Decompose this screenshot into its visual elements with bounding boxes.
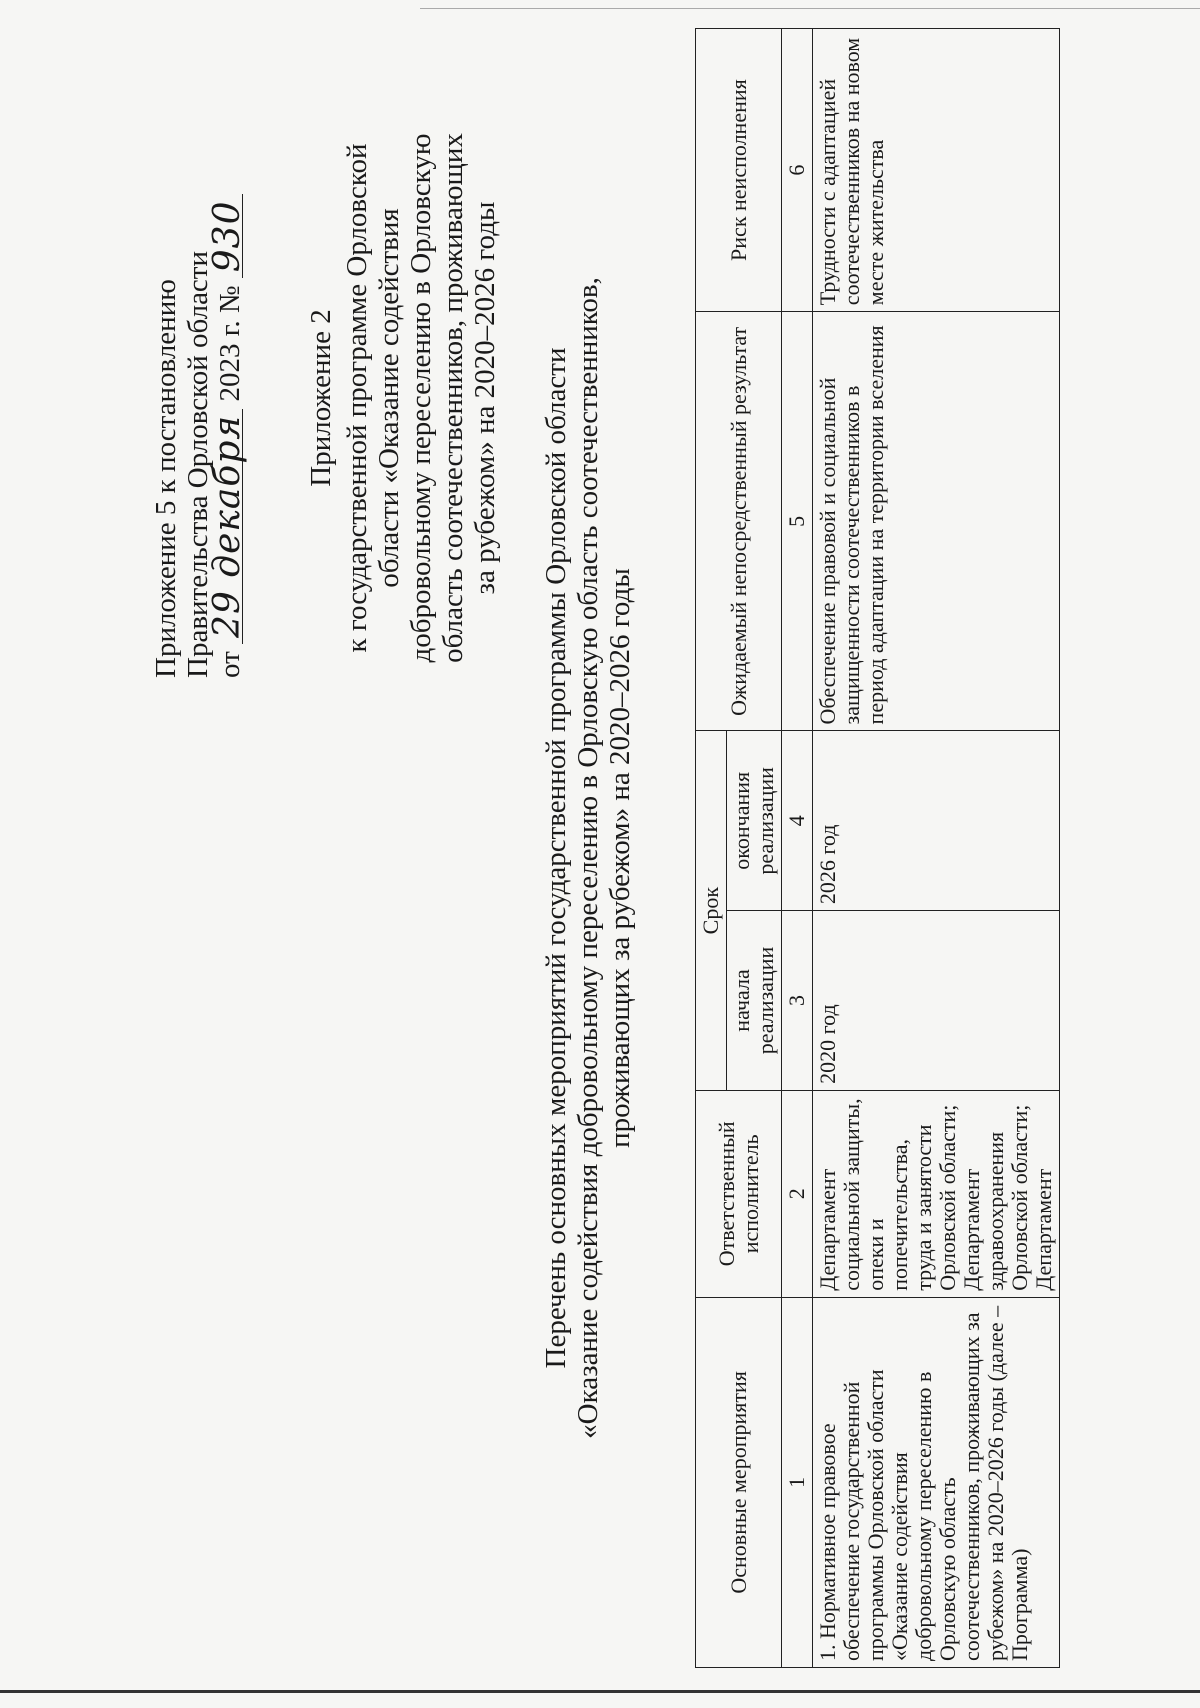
column-number-row	[782, 29, 813, 1668]
header-term-start: начала реализации	[727, 911, 782, 1091]
handwritten-number: 930	[214, 195, 243, 279]
responsible-cell: Департамент социальной защиты, опеки и попечительства, труда и занятости Орловской области; Департамент здравоохранения Орловской области; Департамент	[813, 1090, 1060, 1297]
header-term-end: окончания реализации	[727, 731, 782, 911]
header-expected-result: Ожидаемый непосредственный результат	[696, 312, 782, 731]
from-prefix: от	[214, 651, 246, 678]
column-number: 4	[782, 731, 813, 911]
column-number: 5	[782, 312, 813, 731]
document-title-line-1: Перечень основных мероприятий государственной программы Орловской области	[540, 347, 572, 1369]
header-risk: Риск неисполнения	[696, 29, 782, 312]
header-line-2: Правительства Орловской области	[182, 251, 214, 678]
year-suffix: 2023 г. №	[214, 285, 246, 402]
measures-table	[695, 28, 1060, 1668]
table-row	[813, 29, 1060, 1668]
header-main-measures: Основные мероприятия	[696, 1297, 782, 1667]
risk-cell: Трудности с адаптацией соотечественников на новом месте жительства	[813, 29, 1060, 312]
header-responsible: Ответственный исполнитель	[696, 1090, 782, 1297]
handwritten-date: 29 декабря	[214, 409, 243, 644]
resolution-header	[150, 38, 246, 678]
document-title-line-3: проживающих за рубежом» на 2020–2026 годы	[604, 568, 636, 1148]
header-date-line	[207, 38, 248, 678]
appendix-2-block	[305, 118, 501, 678]
document-title-line-2: «Оказание содействия добровольному переселению в Орловскую область соотечественников,	[572, 277, 604, 1439]
appendix-2-text: к государственной программе Орловской области «Оказание содействия добровольному переселению в Орловскую область соотечественников, проживающих за рубежом» на 2020–2026 годы	[341, 133, 501, 663]
end-cell: 2026 год	[813, 731, 1060, 911]
appendix-2-title: Приложение 2	[305, 309, 337, 487]
header-term: Срок	[696, 731, 727, 1090]
column-number: 2	[782, 1090, 813, 1297]
measure-cell: 1. Нормативное правовое обеспечение государственной программы Орловской области «Оказание содействия добровольному переселению в Орловскую область соотечественников, проживающих за рубежом» на 2020–2026 годы (далее – Программа)	[813, 1297, 1060, 1667]
start-cell: 2020 год	[813, 911, 1060, 1091]
column-number: 1	[782, 1297, 813, 1667]
header-line-1: Приложение 5 к постановлению	[150, 279, 182, 678]
column-number: 3	[782, 911, 813, 1091]
document-title	[540, 128, 636, 1588]
result-cell: Обеспечение правовой и социальной защищенности соотечественников в период адаптации на территории вселения	[813, 312, 1060, 731]
column-number: 6	[782, 29, 813, 312]
